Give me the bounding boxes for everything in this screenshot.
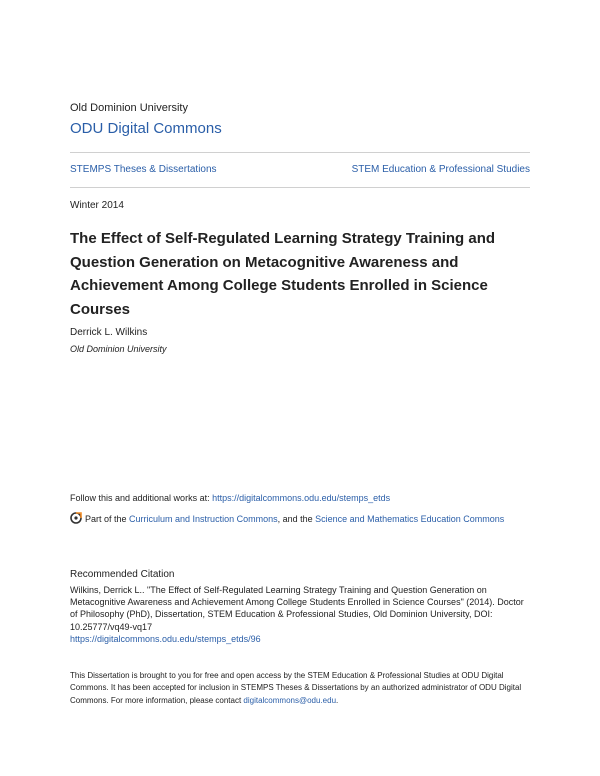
repository-link[interactable]: ODU Digital Commons xyxy=(70,120,222,137)
footer-notice xyxy=(70,670,530,707)
document-title: The Effect of Self-Regulated Learning Strategy Training and Question Generation on Metacognitive Awareness and Achievement Among College Students Enrolled in Science Courses xyxy=(70,230,496,318)
follow-prefix: Follow this and additional works at: xyxy=(70,493,213,503)
publication-date: Winter 2014 xyxy=(70,200,124,211)
part-of-middle: , and the xyxy=(277,514,316,524)
part-of-prefix: Part of the xyxy=(85,514,130,524)
contact-email-link[interactable]: digitalcommons@odu.edu xyxy=(243,695,337,705)
citation-block xyxy=(70,584,530,645)
follow-line xyxy=(70,493,390,503)
institution-name: Old Dominion University xyxy=(70,102,188,114)
citation-url-link[interactable]: https://digitalcommons.odu.edu/stemps_etds/96 xyxy=(70,633,261,644)
science-math-commons-link[interactable]: Science and Mathematics Education Commons xyxy=(315,514,505,524)
citation-text: Wilkins, Derrick L.. "The Effect of Self-Regulated Learning Strategy Training and Question Generation on Metacognitive Awareness and Achievement Among College Students Enrolled in Science Courses" (2014). Doctor of Philosophy (PhD), Dissertation, STEM Education & Professional Studies, Old Dominion University, DOI: 10.25777/vq49-vq17 xyxy=(70,585,524,632)
citation-heading: Recommended Citation xyxy=(70,569,175,580)
footer-suffix: . xyxy=(336,695,339,705)
curriculum-commons-link[interactable]: Curriculum and Instruction Commons xyxy=(129,514,278,524)
department-link[interactable]: STEM Education & Professional Studies xyxy=(351,164,530,175)
part-of-line xyxy=(70,512,530,528)
divider-bottom xyxy=(70,187,530,188)
series-link[interactable]: STEMPS Theses & Dissertations xyxy=(70,164,217,175)
divider-top xyxy=(70,152,530,153)
author-affiliation: Old Dominion University xyxy=(70,344,167,354)
footer-text: This Dissertation is brought to you for free and open access by the STEM Education & Professional Studies at ODU Digital Commons. It has been accepted for inclusion in STEMPS Theses & Dissertations by an authorized administrator of ODU Digital Commons. For more information, please contact xyxy=(70,671,522,705)
open-access-icon xyxy=(70,512,82,524)
author-name: Derrick L. Wilkins xyxy=(70,327,148,338)
follow-url-link[interactable]: https://digitalcommons.odu.edu/stemps_etds xyxy=(212,493,391,503)
